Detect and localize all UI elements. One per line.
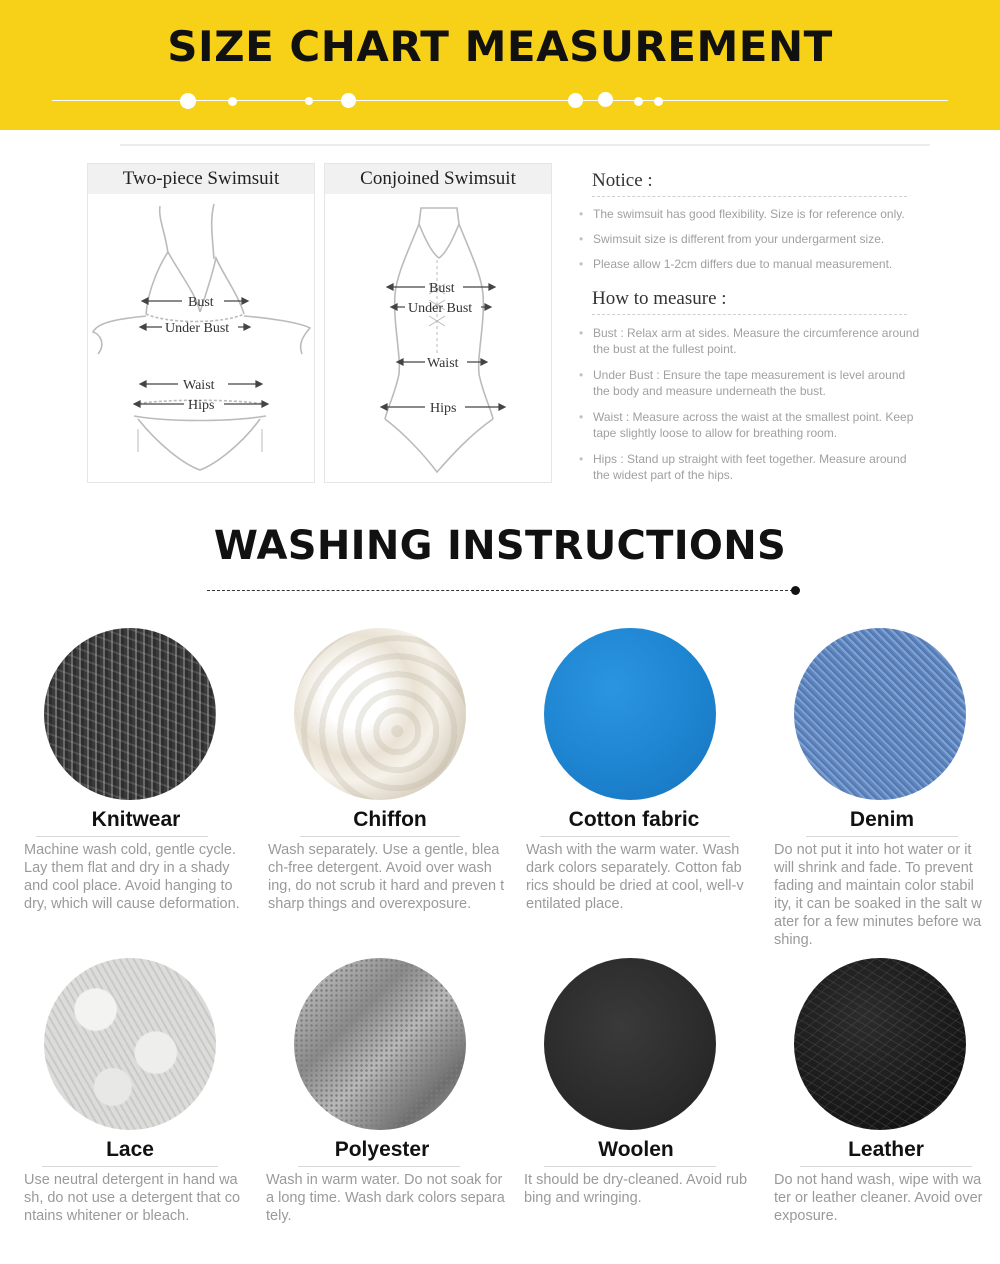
decor-dot — [228, 97, 237, 106]
fabric-underline — [298, 1166, 460, 1167]
header-banner — [0, 0, 1000, 130]
fabric-description: It should be dry-cleaned. Avoid rub bing and wringing. — [524, 1172, 748, 1206]
conjoined-panel — [324, 163, 552, 483]
knitwear-swatch — [44, 628, 216, 800]
notice-item: • Please allow 1-2cm differs due to manual measurement. — [579, 256, 923, 272]
decor-dot — [654, 97, 663, 106]
hips-label: Hips — [430, 401, 457, 416]
panel-title: Conjoined Swimsuit — [325, 164, 551, 194]
washing-divider — [207, 590, 793, 591]
fabric-description: Do not put it into hot water or it will shrink and fade. To prevent fading and maintain color stabil ity, it can be soaked in the salt w ater for a few minutes before wa shing. — [774, 842, 982, 948]
fabric-description: Wash separately. Use a gentle, blea ch-free detergent. Avoid over wash ing, do not scrub it hard and preven t sharp things and overexposure. — [268, 842, 505, 912]
polyester-swatch — [294, 958, 466, 1130]
fabric-underline — [800, 1166, 972, 1167]
denim-swatch — [794, 628, 966, 800]
cotton-swatch — [544, 628, 716, 800]
how-to-measure-title: How to measure : — [592, 288, 907, 315]
notice-section — [578, 170, 923, 483]
washing-title: WASHING INSTRUCTIONS — [213, 523, 787, 569]
fabric-description: Machine wash cold, gentle cycle. Lay them flat and dry in a shady and cool place. Avoid hanging to dry, which will cause deformation. — [24, 842, 240, 912]
fabric-underline — [544, 1166, 716, 1167]
leather-swatch — [794, 958, 966, 1130]
fabric-name: Knitwear — [91, 808, 181, 831]
fabric-underline — [806, 836, 958, 837]
how-to-item: • Bust : Relax arm at sides. Measure the circumference around the bust at the fullest point. — [579, 325, 923, 357]
fabric-name: Polyester — [334, 1138, 430, 1161]
bust-label: Bust — [429, 281, 455, 296]
panel-title: Two-piece Swimsuit — [88, 164, 314, 194]
woolen-swatch — [544, 958, 716, 1130]
two-piece-panel — [87, 163, 315, 483]
fabric-name: Chiffon — [353, 808, 427, 831]
waist-label: Waist — [183, 378, 215, 393]
notice-title: Notice : — [592, 170, 907, 197]
decor-dot — [180, 93, 196, 109]
fabric-name: Cotton fabric — [568, 808, 700, 831]
hips-label: Hips — [188, 398, 215, 413]
notice-item: • The swimsuit has good flexibility. Size is for reference only. — [579, 206, 923, 222]
decor-dot — [341, 93, 356, 108]
how-to-item: • Waist : Measure across the waist at the smallest point. Keep tape slightly loose to allow for breathing room. — [579, 409, 923, 441]
fabric-name: Woolen — [598, 1138, 674, 1161]
conjoined-diagram — [325, 194, 553, 482]
section-divider — [120, 144, 930, 146]
fabric-name: Denim — [849, 808, 915, 831]
fabric-description: Do not hand wash, wipe with wa ter or leather cleaner. Avoid over exposure. — [774, 1172, 983, 1224]
two-piece-diagram — [88, 194, 316, 482]
decor-dot — [305, 97, 313, 105]
under-bust-label: Under Bust — [165, 321, 230, 336]
notice-item: • Swimsuit size is different from your undergarment size. — [579, 231, 923, 247]
fabric-description: Wash in warm water. Do not soak for a long time. Wash dark colors separa tely. — [266, 1172, 505, 1224]
decor-dot — [791, 586, 800, 595]
fabric-underline — [42, 1166, 218, 1167]
how-to-item: • Hips : Stand up straight with feet together. Measure around the widest part of the hips. — [579, 451, 923, 483]
decor-dot — [598, 92, 613, 107]
how-to-item: • Under Bust : Ensure the tape measurement is level around the body and measure underneath the bust. — [579, 367, 923, 399]
page-title: SIZE CHART MEASUREMENT — [167, 22, 833, 71]
chiffon-swatch — [294, 628, 466, 800]
lace-swatch — [44, 958, 216, 1130]
fabric-description: Use neutral detergent in hand wa sh, do not use a detergent that co ntains whitener or bleach. — [24, 1172, 241, 1224]
fabric-underline — [36, 836, 208, 837]
under-bust-label: Under Bust — [408, 301, 473, 316]
fabric-underline — [540, 836, 730, 837]
fabric-name: Lace — [106, 1138, 154, 1161]
decor-dot — [634, 97, 643, 106]
fabric-underline — [300, 836, 460, 837]
fabric-description: Wash with the warm water. Wash dark colors separately. Cotton fab rics should be dried at cool, well-v entilated place. — [526, 842, 744, 912]
bust-label: Bust — [188, 295, 214, 310]
fabric-name: Leather — [848, 1138, 924, 1161]
decor-dot — [568, 93, 583, 108]
waist-label: Waist — [427, 356, 459, 371]
